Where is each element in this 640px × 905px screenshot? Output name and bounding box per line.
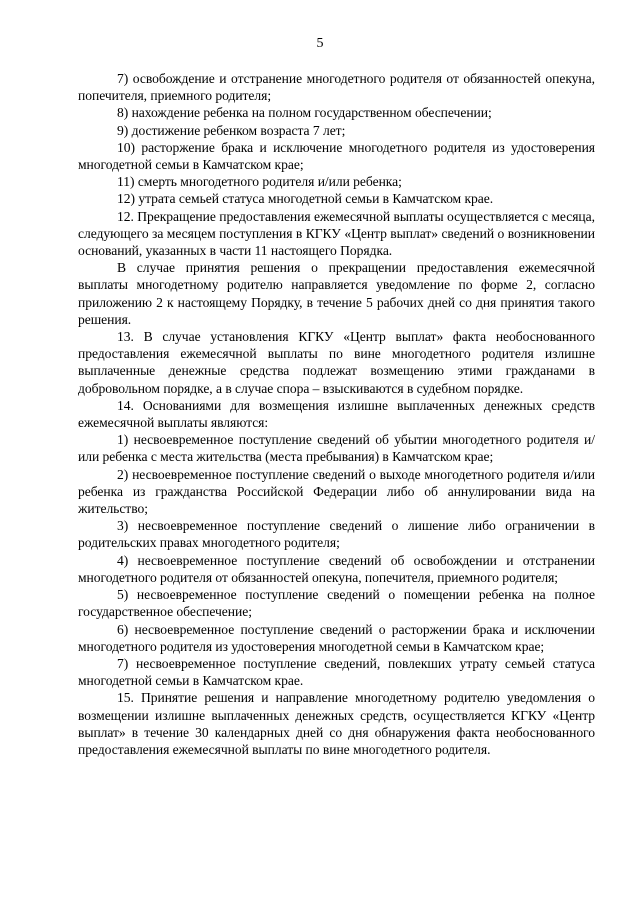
clause-14: 14. Основаниями для возмещения излишне выплаченных денежных средств ежемесячной выплаты являются: xyxy=(78,397,595,431)
list-item-8-state-support: 8) нахождение ребенка на полном государственном обеспечении; xyxy=(117,105,492,121)
page-number: 5 xyxy=(316,36,324,51)
clause-15: 15. Принятие решения и направление многодетному родителю уведомления о возмещении излишне выплаченных денежных средств, осуществляется КГКУ «Центр выплат» в течение 30 календарных дней со дня обнаружения факта необоснованного предоставления ежемесячной выплаты по вине многодетного родителя. xyxy=(78,690,595,757)
reason-item-4: 4) несвоевременное поступление сведений об освобождении и отстранении многодетного родителя от обязанностей опекуна, попечителя, приемного родителя; xyxy=(78,552,595,585)
list-item-9-age-7: 9) достижение ребенком возраста 7 лет; xyxy=(117,122,346,138)
reason-item-2: 2) несвоевременное поступление сведений о выходе многодетного родителя и/или ребенка из гражданства Российской Федерации либо об аннулировании вида на жительство; xyxy=(78,466,595,517)
reason-item-3: 3) несвоевременное поступление сведений о лишение либо ограничении в родительских правах многодетного родителя; xyxy=(78,518,595,551)
list-item-10-divorce: 10) расторжение брака и исключение многодетного родителя из удостоверения многодетной семьи в Камчатском крае; xyxy=(78,139,595,173)
reason-item-1: 1) несвоевременное поступление сведений об убытии многодетного родителя и/или ребенка с места жительства (места пребывания) в Камчатском крае; xyxy=(78,432,595,465)
reason-item-5: 5) несвоевременное поступление сведений о помещении ребенка на полное государственное обеспечение; xyxy=(78,587,595,620)
clause-12: 12. Прекращение предоставления ежемесячной выплаты осуществляется с месяца, следующего за месяцем поступления в КГКУ «Центр выплат» сведений о возникновении оснований, указанных в части 11 настоящего Порядка. xyxy=(78,208,595,259)
document-body xyxy=(78,70,595,758)
reason-item-6: 6) несвоевременное поступление сведений о расторжении брака и исключении многодетного родителя из удостоверения многодетной семьи в Камчатском крае; xyxy=(78,621,595,654)
clause-13: 13. В случае установления КГКУ «Центр выплат» факта необоснованного предоставления ежемесячной выплаты по вине многодетного родителя излишне выплаченные денежные средства подлежат возмещению этими гражданами в добровольном порядке, а в случае спора – взыскиваются в судебном порядке. xyxy=(78,329,595,396)
clause-12-notification: В случае принятия решения о прекращении предоставления ежемесячной выплаты многодетному родителю направляется уведомление по форме 2, согласно приложению 2 к настоящему Порядку, в течение 5 рабочих дней со дня принятия такого решения. xyxy=(78,260,595,327)
list-item-7-guardianship: 7) освобождение и отстранение многодетного родителя от обязанностей опекуна, попечителя, приемного родителя; xyxy=(78,71,595,104)
reason-item-7: 7) несвоевременное поступление сведений, повлекших утрату семьей статуса многодетной семьи в Камчатском крае. xyxy=(78,655,595,689)
list-item-12-status-loss: 12) утрата семьей статуса многодетной семьи в Камчатском крае. xyxy=(117,191,494,207)
list-item-11-death: 11) смерть многодетного родителя и/или ребенка; xyxy=(117,174,402,190)
